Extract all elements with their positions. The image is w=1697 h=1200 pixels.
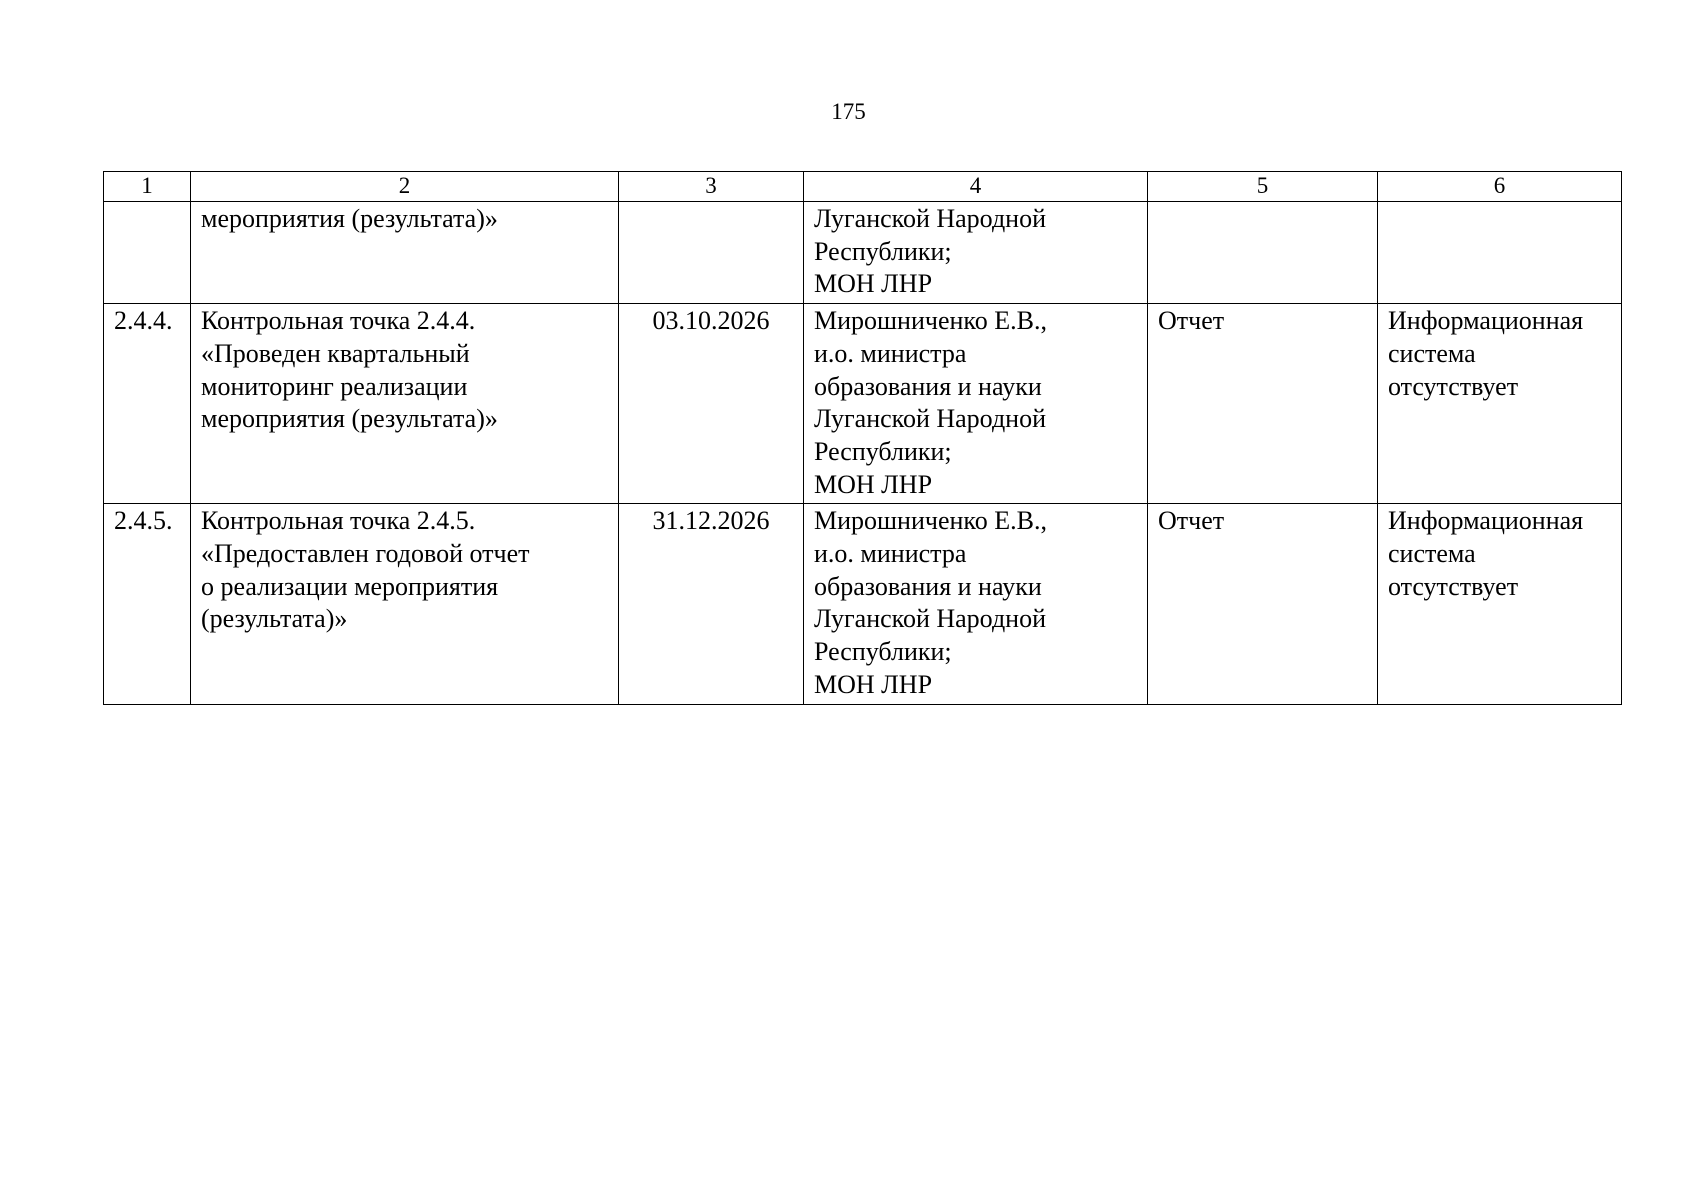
cell-description xyxy=(191,504,619,704)
deadline-date: 03.10.2026 xyxy=(652,306,770,336)
cell-number xyxy=(104,202,191,304)
column-header-2: 2 xyxy=(191,172,619,202)
info-system-line: Информационная xyxy=(1388,306,1584,336)
description-line: мероприятия (результата)» xyxy=(201,204,498,233)
info-system-line: система xyxy=(1388,338,1476,368)
cell-responsible xyxy=(804,504,1148,704)
cell-info-system xyxy=(1378,504,1622,704)
description-line: «Проведен квартальный xyxy=(201,338,470,368)
cell-document xyxy=(1148,202,1378,304)
responsible-line: Мирошниченко Е.В., xyxy=(814,506,1047,536)
description-line: о реализации мероприятия xyxy=(201,571,499,601)
responsible-line: и.о. министра xyxy=(814,539,967,569)
cell-date xyxy=(619,202,804,304)
table-row xyxy=(104,504,1622,704)
document-type: Отчет xyxy=(1158,306,1225,336)
responsible-line: МОН ЛНР xyxy=(814,669,933,699)
cell-number xyxy=(104,304,191,504)
column-header-5: 5 xyxy=(1148,172,1378,202)
responsible-line: Луганской Народной xyxy=(814,204,1046,233)
responsible-line: образования и науки xyxy=(814,371,1042,401)
cell-date xyxy=(619,504,804,704)
cell-responsible xyxy=(804,304,1148,504)
responsible-line: Луганской Народной xyxy=(814,604,1046,634)
cell-description xyxy=(191,304,619,504)
description-line: Контрольная точка 2.4.5. xyxy=(201,506,476,536)
table-row xyxy=(104,202,1622,304)
responsible-line: МОН ЛНР xyxy=(814,469,933,499)
table-header-row xyxy=(104,172,1622,202)
column-header-3: 3 xyxy=(619,172,804,202)
row-number: 2.4.5. xyxy=(114,506,173,536)
cell-info-system xyxy=(1378,202,1622,304)
responsible-line: Республики; xyxy=(814,637,952,667)
info-system-line: система xyxy=(1388,539,1476,569)
cell-document xyxy=(1148,504,1378,704)
responsible-line: образования и науки xyxy=(814,571,1042,601)
info-system-line: Информационная xyxy=(1388,506,1584,536)
responsible-line: и.о. министра xyxy=(814,338,967,368)
info-system-line: отсутствует xyxy=(1388,571,1519,601)
description-line: «Предоставлен годовой отчет xyxy=(201,539,530,569)
responsible-line: Республики; xyxy=(814,436,952,466)
cell-date xyxy=(619,304,804,504)
page-number: 175 xyxy=(831,99,866,124)
cell-responsible xyxy=(804,202,1148,304)
deadline-date: 31.12.2026 xyxy=(652,506,770,536)
description-line: (результата)» xyxy=(201,604,348,634)
info-system-line: отсутствует xyxy=(1388,371,1519,401)
description-line: Контрольная точка 2.4.4. xyxy=(201,306,476,336)
cell-document xyxy=(1148,304,1378,504)
description-line: мероприятия (результата)» xyxy=(201,404,498,434)
responsible-line: Мирошниченко Е.В., xyxy=(814,306,1047,336)
cell-number xyxy=(104,504,191,704)
document-type: Отчет xyxy=(1158,506,1225,536)
responsible-line: Луганской Народной xyxy=(814,404,1046,434)
column-header-1: 1 xyxy=(104,172,191,202)
description-line: мониторинг реализации xyxy=(201,371,468,401)
row-number: 2.4.4. xyxy=(114,306,173,336)
responsible-line: Республики; xyxy=(814,236,952,266)
responsible-line: МОН ЛНР xyxy=(814,269,933,299)
column-header-4: 4 xyxy=(804,172,1148,202)
table-row xyxy=(104,304,1622,504)
cell-info-system xyxy=(1378,304,1622,504)
column-header-6: 6 xyxy=(1378,172,1622,202)
cell-description xyxy=(191,202,619,304)
control-points-table xyxy=(103,171,1622,705)
